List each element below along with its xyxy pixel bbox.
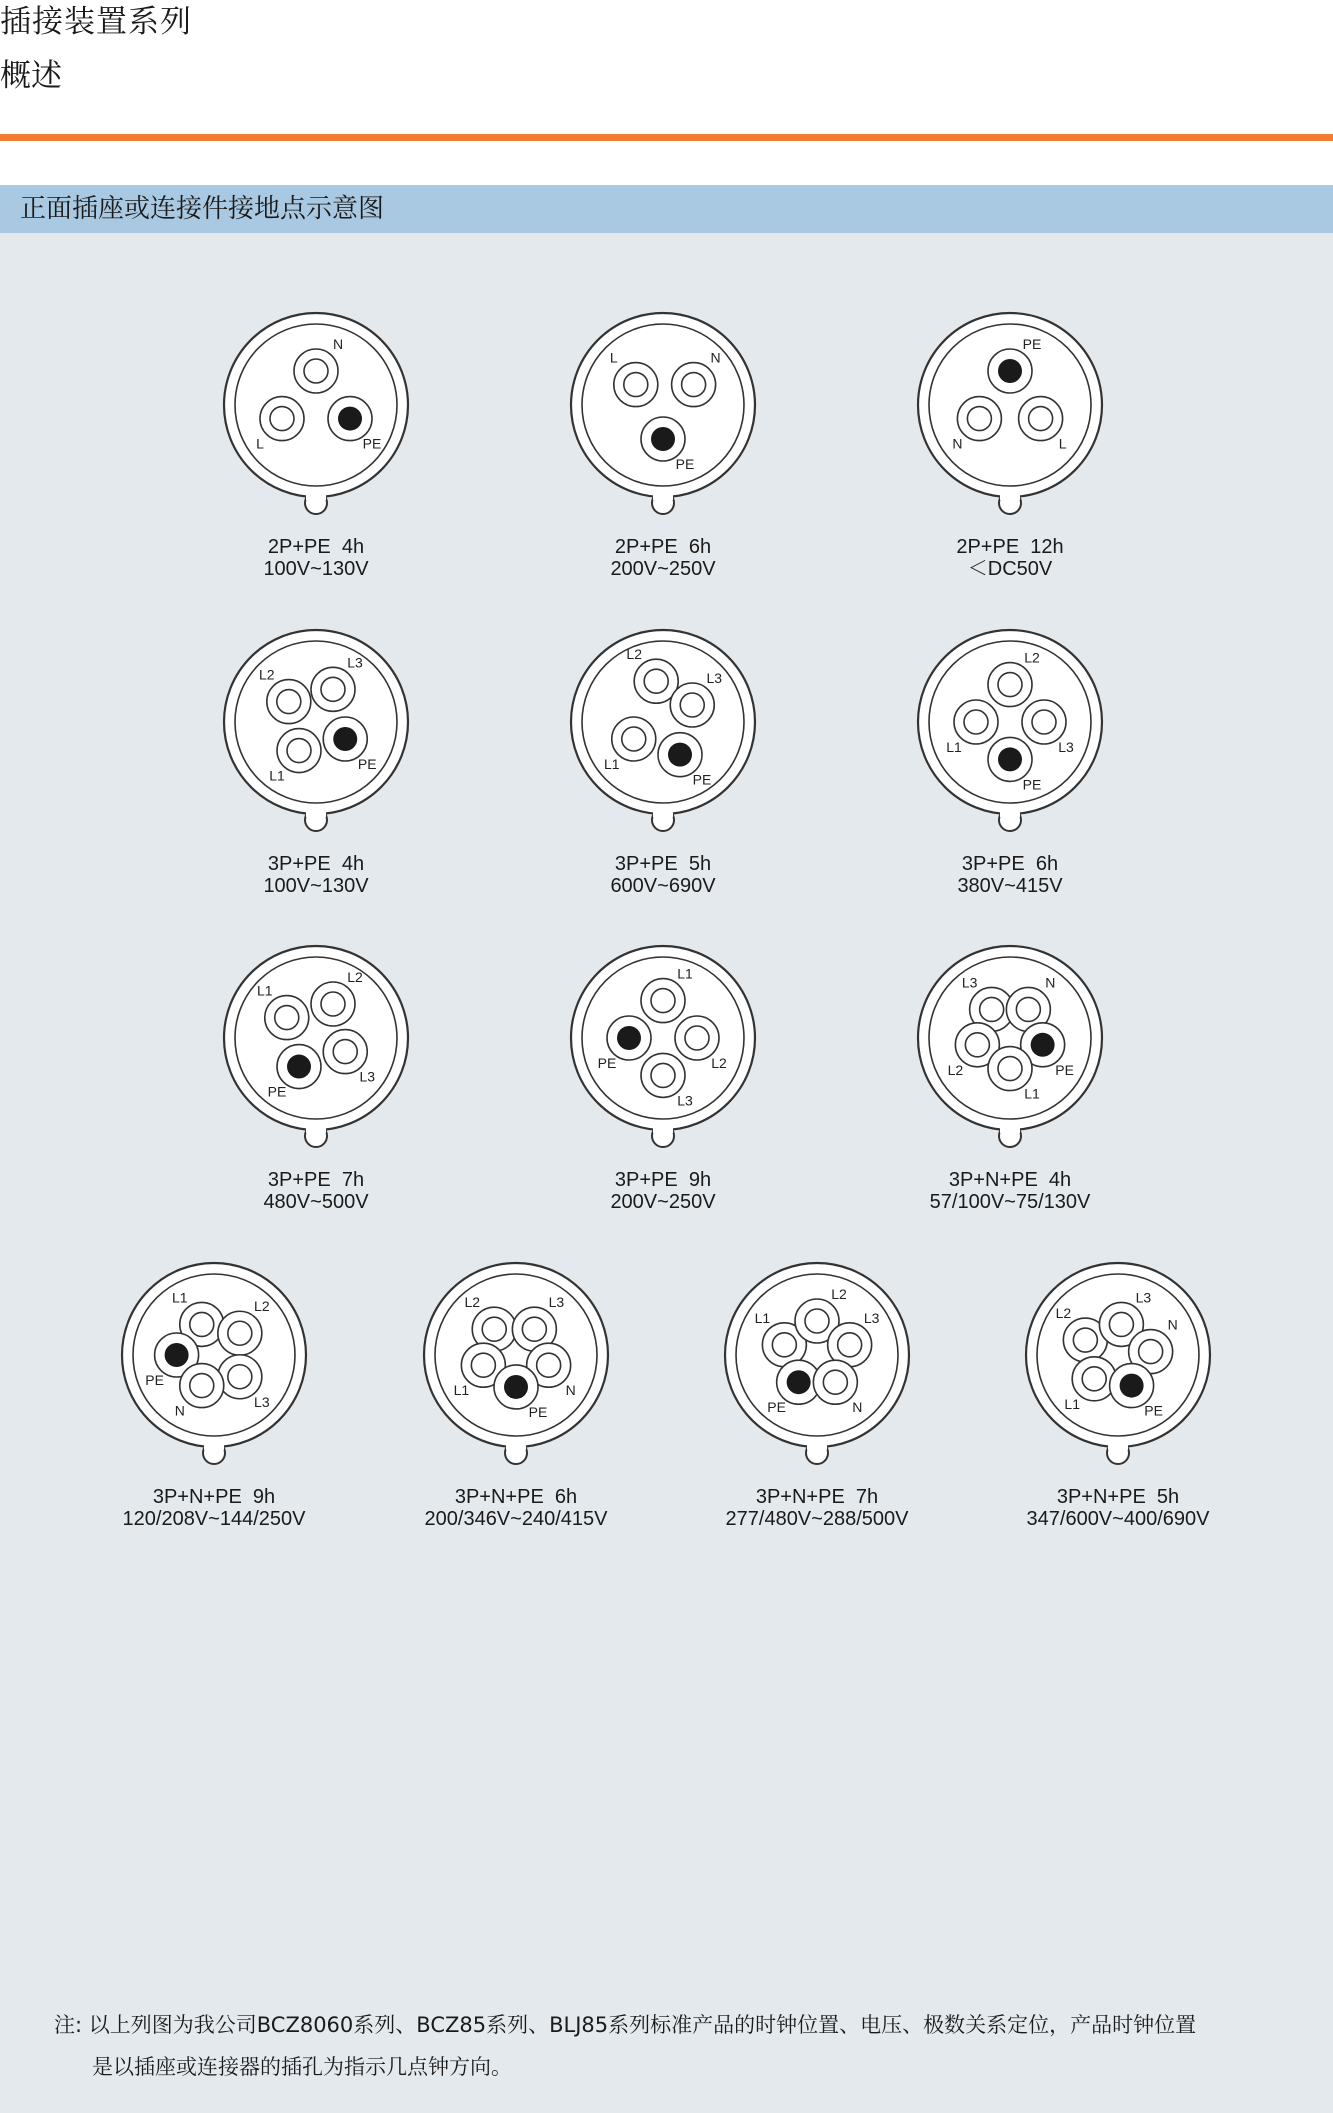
pin-label: N <box>1045 974 1056 991</box>
pin-label: PE <box>1022 336 1042 352</box>
pin-label: PE <box>692 771 712 788</box>
diagram-voltage: 200V~250V <box>610 1191 716 1213</box>
contact-pin <box>967 407 991 431</box>
key-tab-mask <box>1000 808 1020 817</box>
key-tab-mask <box>506 1441 526 1450</box>
pin-label: L1 <box>946 739 962 755</box>
socket-outline <box>571 946 755 1130</box>
socket-diagram <box>571 313 755 580</box>
pin-label: PE <box>597 1055 617 1071</box>
key-tab-mask <box>306 491 326 500</box>
socket-outline <box>725 1263 909 1447</box>
contact-pin <box>190 1312 214 1336</box>
key-tab-mask <box>204 1441 224 1450</box>
contact-pin <box>287 739 311 763</box>
contact-pin <box>685 1026 709 1050</box>
socket-outline <box>918 946 1102 1130</box>
diagram-code: 2P+PE 6h <box>614 536 712 558</box>
contact-pin <box>1029 407 1053 431</box>
pin-label: L1 <box>1024 1085 1040 1102</box>
socket-outline <box>224 630 408 814</box>
contact-pin <box>980 997 1004 1021</box>
pin-label: L2 <box>1024 649 1040 666</box>
contact-pin <box>321 992 345 1016</box>
section-header <box>0 185 1333 233</box>
pin-label: PE <box>1055 1061 1074 1078</box>
pin-label: L1 <box>171 1289 188 1306</box>
diagram-voltage: 480V~500V <box>263 1191 369 1213</box>
pin-label: N <box>852 1399 863 1416</box>
contact-pin <box>1016 997 1040 1021</box>
diagram-code: 2P+PE 4h <box>267 536 365 558</box>
pin-label: L2 <box>711 1055 727 1071</box>
pin-label: L <box>609 349 618 366</box>
pin-label: L1 <box>453 1382 470 1399</box>
key-tab-mask <box>653 1124 673 1133</box>
contact-pin <box>1109 1312 1133 1336</box>
socket-outline <box>1026 1263 1210 1447</box>
pin-label: L1 <box>603 756 620 772</box>
ground-pin <box>998 747 1022 771</box>
contact-pin <box>482 1317 506 1341</box>
pin-label: L3 <box>548 1294 565 1311</box>
pin-label: L2 <box>626 646 642 663</box>
key-tab-mask <box>807 1441 827 1450</box>
socket-diagram <box>918 630 1102 897</box>
pin-label: L3 <box>1058 739 1074 755</box>
ground-pin <box>617 1026 641 1050</box>
diagram-code: 3P+PE 6h <box>961 853 1059 875</box>
pin-label: L2 <box>347 969 363 985</box>
pin-label: PE <box>362 435 382 452</box>
pin-label: L3 <box>863 1309 880 1326</box>
contact-pin <box>964 710 988 734</box>
series-title: 插接装置系列 <box>0 4 192 40</box>
contact-pin <box>651 1063 675 1087</box>
diagram-code: 2P+PE 12h <box>956 536 1064 558</box>
key-tab-mask <box>306 808 326 817</box>
diagram-voltage: 57/100V~75/130V <box>929 1191 1091 1213</box>
pin-label: L2 <box>259 666 275 683</box>
socket-outline <box>918 313 1102 497</box>
pin-label: N <box>332 336 344 352</box>
socket-outline <box>918 630 1102 814</box>
ground-pin <box>165 1343 189 1367</box>
contact-pin <box>1073 1328 1097 1352</box>
contact-pin <box>680 693 704 717</box>
section-title: 正面插座或连接件接地点示意图 <box>20 194 385 224</box>
diagram-voltage: 120/208V~144/250V <box>122 1508 306 1530</box>
pin-label: PE <box>357 756 377 772</box>
diagram-panel <box>0 233 1333 2113</box>
contact-pin <box>277 690 301 714</box>
contact-pin <box>1032 710 1056 734</box>
pin-label: L1 <box>269 767 285 784</box>
pin-label: L3 <box>347 654 363 671</box>
ground-pin <box>287 1055 311 1079</box>
socket-outline <box>224 313 408 497</box>
key-tab-mask <box>653 808 673 817</box>
ground-pin <box>338 407 362 431</box>
diagram-voltage: 380V~415V <box>957 875 1063 897</box>
diagram-code: 3P+PE 5h <box>614 853 712 875</box>
contact-pin <box>965 1033 989 1057</box>
contact-pin <box>651 989 675 1013</box>
note-line-2: 是以插座或连接器的插孔为指示几点钟方向。 <box>92 2055 512 2079</box>
contact-pin <box>333 1040 357 1064</box>
socket-diagram <box>725 1263 909 1530</box>
pin-label: L3 <box>1135 1289 1152 1306</box>
diagram-code: 3P+PE 7h <box>267 1169 365 1191</box>
pin-label: L3 <box>677 1092 693 1109</box>
diagram-code: 3P+PE 4h <box>267 853 365 875</box>
pin-label: L2 <box>947 1061 964 1078</box>
pin-label: L3 <box>254 1393 270 1410</box>
pin-label: L2 <box>464 1294 481 1311</box>
contact-pin <box>805 1309 829 1333</box>
pin-label: PE <box>145 1372 164 1388</box>
contact-pin <box>998 1057 1022 1081</box>
key-tab-mask <box>306 1124 326 1133</box>
ground-pin <box>787 1370 811 1394</box>
diagram-voltage: 277/480V~288/500V <box>725 1508 909 1530</box>
orange-divider <box>0 134 1333 141</box>
diagram-voltage: 200V~250V <box>610 558 716 580</box>
contact-pin <box>772 1333 796 1357</box>
pin-label: PE <box>767 1399 786 1416</box>
diagram-grid <box>0 233 1333 2113</box>
pin-label: PE <box>528 1403 548 1420</box>
ground-pin <box>668 743 692 767</box>
contact-pin <box>1082 1367 1106 1391</box>
contact-pin <box>522 1317 546 1341</box>
ground-pin <box>998 359 1022 383</box>
pin-label: N <box>710 349 721 366</box>
contact-pin <box>228 1321 252 1345</box>
ground-pin <box>1120 1374 1144 1398</box>
diagram-voltage: 100V~130V <box>263 558 369 580</box>
diagram-voltage: 600V~690V <box>610 875 716 897</box>
pin-label: PE <box>267 1083 287 1100</box>
pin-label: N <box>174 1402 185 1419</box>
diagram-voltage: 100V~130V <box>263 875 369 897</box>
pin-label: L1 <box>677 965 693 982</box>
pin-label: L <box>1058 435 1067 452</box>
pin-label: L3 <box>706 670 723 686</box>
socket-diagram <box>918 313 1102 580</box>
contact-pin <box>998 673 1022 697</box>
ground-pin <box>651 427 675 451</box>
diagram-code: 3P+N+PE 7h <box>755 1486 879 1508</box>
socket-diagram <box>918 946 1102 1213</box>
contact-pin <box>644 669 668 693</box>
contact-pin <box>682 373 706 397</box>
pin-label: L1 <box>256 982 273 999</box>
socket-diagram <box>1026 1263 1210 1530</box>
pin-label: L <box>256 435 264 452</box>
contact-pin <box>275 1006 299 1030</box>
socket-outline <box>122 1263 306 1447</box>
socket-outline <box>224 946 408 1130</box>
pin-label: L2 <box>831 1286 847 1302</box>
pin-label: N <box>565 1382 576 1399</box>
socket-outline <box>571 313 755 497</box>
contact-pin <box>471 1353 495 1377</box>
contact-pin <box>838 1333 862 1357</box>
contact-pin <box>537 1353 561 1377</box>
contact-pin <box>321 677 345 701</box>
socket-outline <box>571 630 755 814</box>
contact-pin <box>190 1374 214 1398</box>
contact-pin <box>823 1370 847 1394</box>
contact-pin <box>622 727 646 751</box>
socket-diagram <box>571 630 755 897</box>
socket-diagram <box>571 946 755 1213</box>
diagram-code: 3P+N+PE 5h <box>1056 1486 1180 1508</box>
diagram-code: 3P+PE 9h <box>614 1169 712 1191</box>
pin-label: PE <box>1022 776 1042 793</box>
socket-diagram <box>424 1263 608 1530</box>
socket-diagram <box>224 630 408 897</box>
socket-diagram <box>122 1263 306 1530</box>
contact-pin <box>1139 1340 1163 1364</box>
diagram-code: 3P+N+PE 6h <box>454 1486 578 1508</box>
socket-diagram <box>224 313 408 580</box>
key-tab-mask <box>1000 1124 1020 1133</box>
pin-label: L2 <box>254 1298 270 1315</box>
key-tab-mask <box>1108 1441 1128 1450</box>
key-tab-mask <box>1000 491 1020 500</box>
diagram-voltage: 200/346V~240/415V <box>424 1508 608 1530</box>
contact-pin <box>270 407 294 431</box>
pin-label: PE <box>675 456 695 472</box>
ground-pin <box>1031 1033 1055 1057</box>
contact-pin <box>624 373 648 397</box>
socket-diagram <box>224 946 408 1213</box>
pin-label: N <box>952 435 963 452</box>
pin-label: N <box>1167 1316 1178 1333</box>
key-tab-mask <box>653 491 673 500</box>
diagram-voltage: 347/600V~400/690V <box>1026 1508 1210 1530</box>
pin-label: L1 <box>754 1309 771 1326</box>
socket-outline <box>424 1263 608 1447</box>
diagram-code: 3P+N+PE 9h <box>152 1486 276 1508</box>
ground-pin <box>504 1375 528 1399</box>
pin-label: L1 <box>1064 1395 1080 1412</box>
contact-pin <box>304 359 328 383</box>
diagram-voltage: ＜DC50V <box>967 558 1053 580</box>
pin-label: L2 <box>1055 1305 1072 1322</box>
pin-label: L3 <box>359 1068 376 1085</box>
pin-label: L3 <box>961 974 978 991</box>
note-line-1: 注: 以上列图为我公司BCZ8060系列、BCZ85系列、BLJ85系列标准产品的时钟位置、电压、极数关系定位，产品时钟位置 <box>54 2013 1197 2037</box>
pin-label: PE <box>1144 1402 1163 1419</box>
overview-title: 概述 <box>0 58 62 94</box>
ground-pin <box>333 727 357 751</box>
contact-pin <box>228 1365 252 1389</box>
diagram-code: 3P+N+PE 4h <box>948 1169 1072 1191</box>
